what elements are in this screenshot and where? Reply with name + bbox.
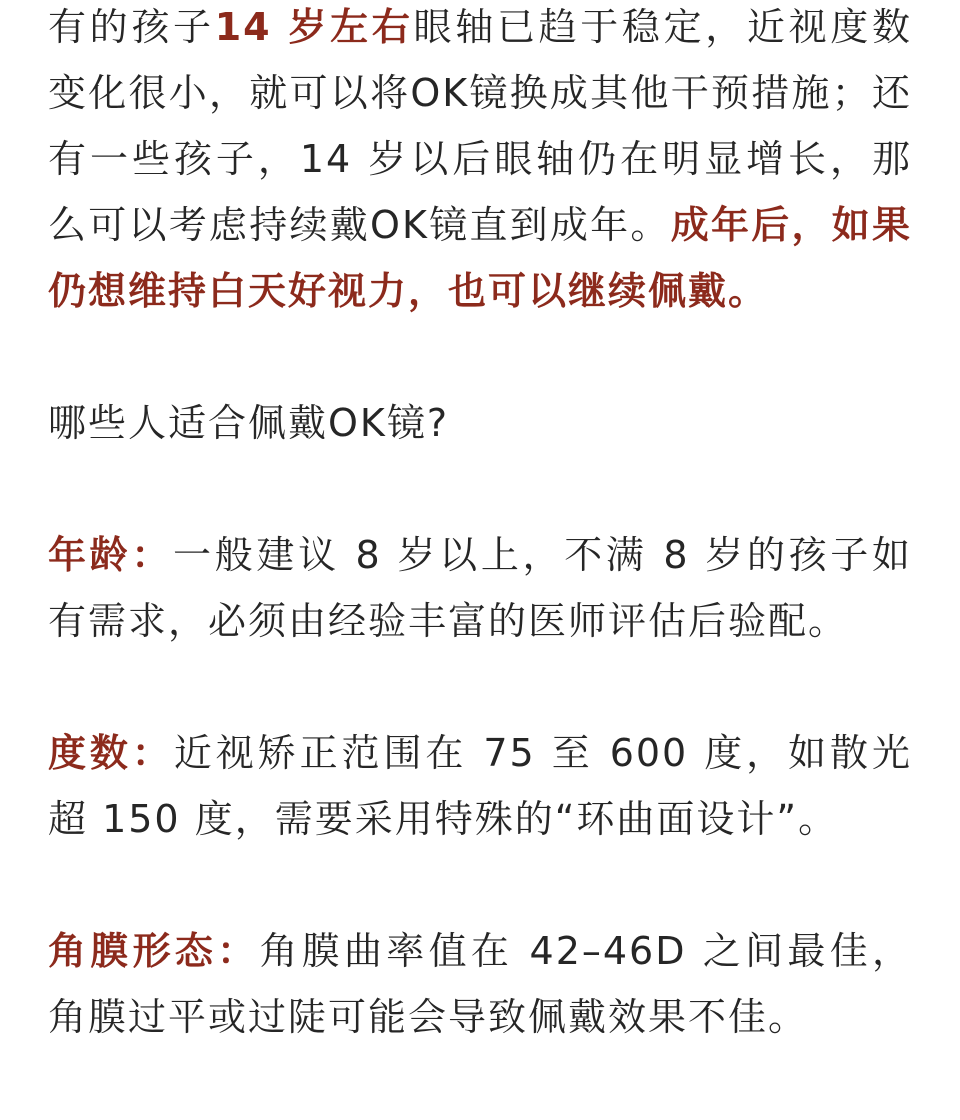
intro-text-start: 有的孩子 — [48, 5, 215, 49]
criterion-age — [48, 522, 912, 654]
criterion-text: 一般建议 8 岁以上，不满 8 岁的孩子如有需求，必须由经验丰富的医师评估后验配。 — [48, 533, 912, 643]
criterion-label: 角膜形态： — [48, 929, 260, 973]
criterion-text: 近视矫正范围在 75 至 600 度，如散光超 150 度，需要采用特殊的“环曲面设计”。 — [48, 731, 912, 841]
age-highlight: 14 岁左右 — [214, 5, 414, 49]
question-heading: 哪些人适合佩戴OK镜? — [48, 401, 449, 445]
criterion-label: 年龄： — [48, 533, 174, 577]
criterion-prescription — [48, 720, 912, 852]
criterion-label: 度数： — [48, 731, 174, 775]
criterion-cornea — [48, 918, 912, 1050]
criterion-text: 角膜曲率值在 42–46D 之间最佳，角膜过平或过陡可能会导致佩戴效果不佳。 — [48, 929, 912, 1039]
intro-paragraph — [48, 0, 912, 324]
intro-text-middle: 眼轴已趋于稳定，近视度数变化很小，就可以将OK镜换成其他干预措施；还有一些孩子，14 岁以后眼轴仍在明显增长，那么可以考虑持续戴OK镜直到成年。 — [48, 5, 912, 247]
adult-highlight: 成年后，如果仍想维持白天好视力，也可以继续佩戴。 — [48, 203, 912, 313]
